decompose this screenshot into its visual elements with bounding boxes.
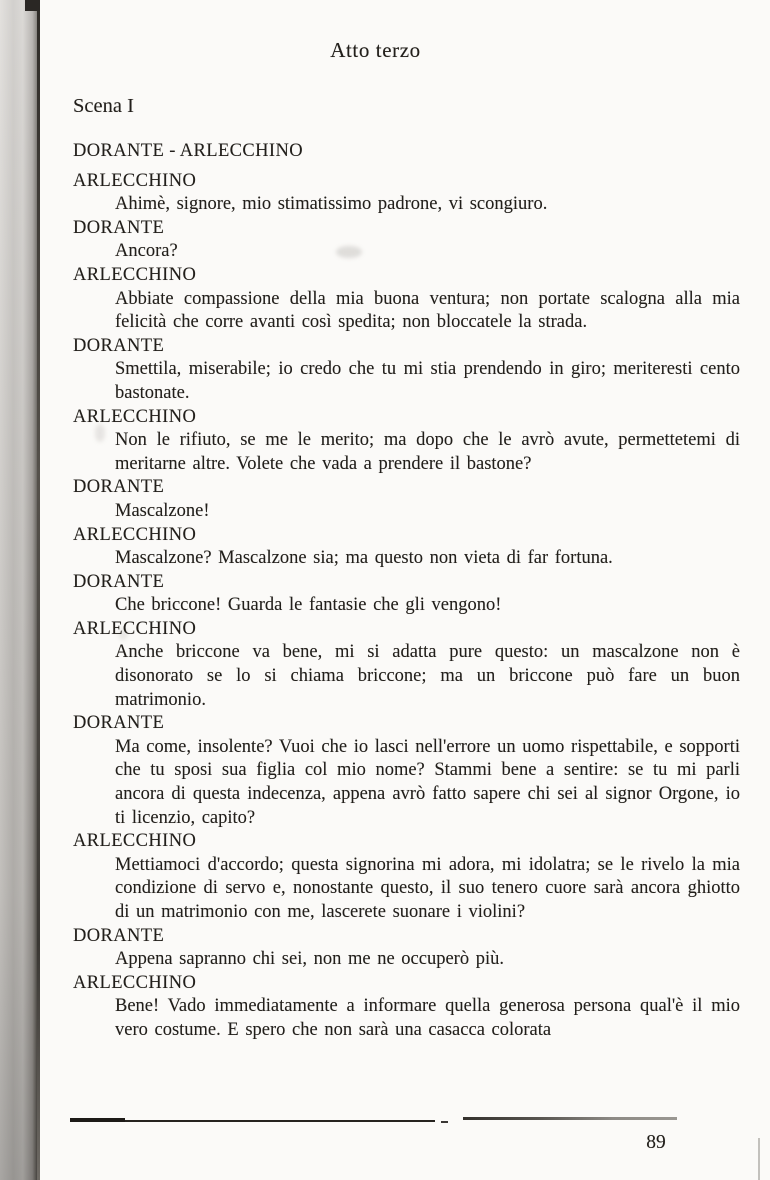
dialogue-entry bbox=[73, 406, 740, 477]
speaker-label: ARLECCHINO bbox=[73, 264, 197, 285]
speaker-label: DORANTE bbox=[73, 713, 165, 734]
speaker-label: ARLECCHINO bbox=[73, 618, 197, 639]
page-edge-shadow bbox=[758, 1138, 760, 1180]
speech-text: Ma come, insolente? Vuoi che io lasci nell'errore un uomo rispettabile, e sopporti che tu sposi sua figlia col mio nome? Stammi bene a sentire: se tu mi parli ancora di questa indecenza, appena avrò fatto sapere chi sei al signor Orgone, io ti licenzio, capito? bbox=[115, 736, 740, 828]
dialogue-entry bbox=[73, 264, 740, 335]
speech-text: Ancora? bbox=[115, 241, 178, 262]
dialogue-block bbox=[73, 170, 740, 1043]
book-binding-line bbox=[37, 0, 40, 1180]
dialogue-entry bbox=[73, 524, 740, 571]
dialogue-entry bbox=[73, 571, 740, 618]
dialogue-entry bbox=[73, 217, 740, 264]
speaker-label: ARLECCHINO bbox=[73, 972, 197, 993]
footer-rule-dash bbox=[441, 1121, 448, 1123]
speaker-label: DORANTE bbox=[73, 335, 165, 356]
speech-text: Ahimè, signore, mio stimatissimo padrone, vi scongiuro. bbox=[115, 194, 548, 215]
speech-text: Mascalzone? Mascalzone sia; ma questo non vieta di far fortuna. bbox=[115, 548, 613, 569]
scene-heading: Scena I bbox=[73, 95, 134, 117]
speech-text: Bene! Vado immediatamente a informare quella generosa persona qual'è il mio vero costume. E spero che non sarà una casacca colorata bbox=[115, 996, 740, 1040]
dialogue-entry bbox=[73, 170, 740, 217]
dialogue-entry bbox=[73, 712, 740, 830]
speech-text: Smettila, miserabile; io credo che tu mi stia prendendo in giro; meriteresti cento bastonate. bbox=[115, 359, 740, 403]
speaker-label: ARLECCHINO bbox=[73, 406, 197, 427]
speech-text: Appena sapranno chi sei, non me ne occuperò più. bbox=[115, 949, 504, 970]
speaker-label: DORANTE bbox=[73, 571, 165, 592]
dialogue-entry bbox=[73, 830, 740, 924]
dialogue-entry bbox=[73, 476, 740, 523]
speaker-label: DORANTE bbox=[73, 477, 165, 498]
text-column bbox=[73, 38, 740, 1043]
speech-text: Mascalzone! bbox=[115, 500, 210, 521]
dialogue-entry bbox=[73, 925, 740, 972]
speaker-label: ARLECCHINO bbox=[73, 170, 197, 191]
speech-text: Anche briccone va bene, mi si adatta pure questo: un mascalzone non è disonorato se lo si chiama briccone; ma un briccone può fare un buon matrimonio. bbox=[115, 642, 740, 710]
dialogue-entry bbox=[73, 618, 740, 712]
speaker-label: DORANTE bbox=[73, 925, 165, 946]
speech-text: Mettiamoci d'accordo; questa signorina mi adora, mi idolatra; se le rivelo la mia condizione di servo e, nonostante questo, il suo tenero cuore sarà ancora ghiotto di un matrimonio con me, lascerete suonare i violini? bbox=[115, 854, 740, 922]
book-binding-shadow bbox=[0, 0, 38, 1180]
act-title: Atto terzo bbox=[330, 38, 421, 62]
footer-rule-right-segment bbox=[463, 1117, 677, 1120]
dialogue-entry bbox=[73, 335, 740, 406]
footer-rule-left-segment bbox=[70, 1120, 435, 1122]
speech-text: Abbiate compassione della mia buona ventura; non portate scalogna alla mia felicità che corre avanti così spedita; non bloccatele la strada. bbox=[115, 288, 740, 333]
speech-text: Non le rifiuto, se me le merito; ma dopo che le avrò avute, permettetemi di meritarne altre. Volete che vada a prendere il bastone? bbox=[115, 430, 740, 474]
scan-corner-mark bbox=[25, 0, 40, 11]
characters-line: DORANTE - ARLECCHINO bbox=[73, 141, 303, 161]
speaker-label: DORANTE bbox=[73, 217, 165, 238]
speaker-label: ARLECCHINO bbox=[73, 831, 197, 852]
speech-text: Che briccone! Guarda le fantasie che gli vengono! bbox=[115, 595, 502, 616]
page-number: 89 bbox=[646, 1132, 666, 1153]
dialogue-entry bbox=[73, 972, 740, 1043]
speaker-label: ARLECCHINO bbox=[73, 524, 197, 545]
